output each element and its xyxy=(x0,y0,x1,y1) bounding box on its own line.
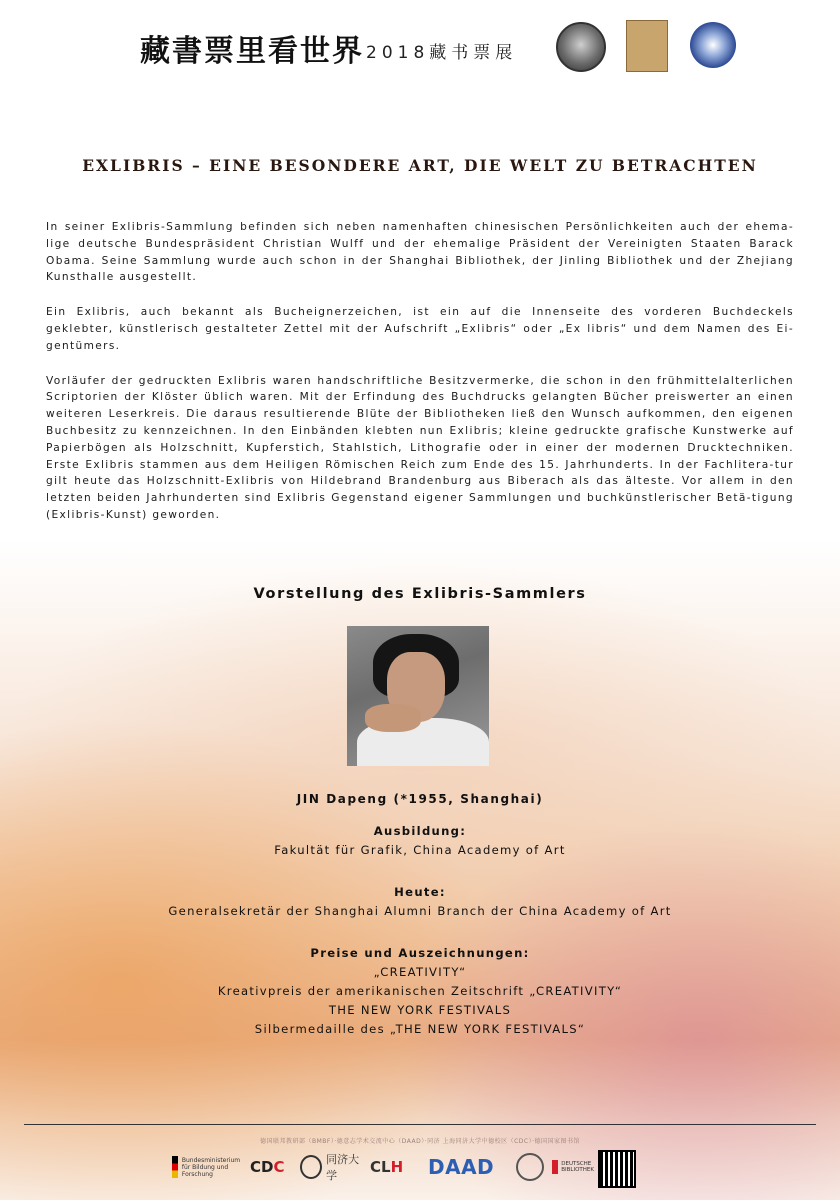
university-seal-icon xyxy=(516,1153,544,1181)
cdc-label: CD xyxy=(250,1158,274,1176)
dnb-logo xyxy=(552,1154,594,1180)
cdc-logo xyxy=(250,1154,298,1180)
today-label: Heute: xyxy=(394,885,446,899)
dnb-square-icon xyxy=(552,1160,558,1174)
clh-logo xyxy=(370,1154,422,1180)
collector-portrait xyxy=(347,626,489,766)
university-seal-logo xyxy=(516,1154,546,1180)
award-item: Silbermedaille des „THE NEW YORK FESTIVALS“ xyxy=(254,1022,586,1036)
bmbf-logo xyxy=(172,1154,250,1180)
tongji-label: 同济大学 xyxy=(326,1153,360,1182)
daad-logo: DAAD xyxy=(428,1155,495,1179)
paragraph: Vorläufer der gedruckten Exlibris waren handschriftliche Besitzvermerke, die schon in den frühmittelalterlichen Scriptorien der Klöster üblich waren. Mit der Erfindung des Buchdrucks gelangten Bücher preiswerter an einen weiteren Leserkreis. Die daraus resultierende Blüte der Bibliotheken ließ den Wunsch aufkommen, den eigenen Buchbesitz zu kennzeichnen. In den Einbänden klebten nun Exlibris; kleine gedruckte grafische Kunstwerke auf Papierbögen als Holzschnitt, Kupferstich, Stahlstich, Lithografie oder in einer der modernen Drucktechniken. Erste Exlibris stammen aus dem Heiligen Römischen Reich zum Ende des 15. Jahrhunderts. In der Fachlitera-tur gilt heute das Holzschnitt-Exlibris von Hildebrand Brandenburg aus Biberach als das älteste. Vor allem in den letzten beiden Jahrhunderten sind Exlibris Gegenstand eigener Sammlungen und buchkünstlerischer Betä-tigung (Exlibris-Kunst) geworden. xyxy=(46,374,794,521)
footer-divider xyxy=(24,1124,816,1125)
bmbf-label: Bundesministerium für Bildung und Forschung xyxy=(181,1156,241,1178)
blue-porcelain-logo-icon xyxy=(690,22,736,68)
footer-credits: 德国联邦教研部（BMBF）·德意志学术交流中心（DAAD）·同济 上海同济大学中德校区（CDC）·德国国家图书馆 xyxy=(259,1138,580,1145)
tongji-logo xyxy=(300,1154,366,1180)
page-title: EXLIBRIS – EINE BESONDERE ART, DIE WELT ZU BETRACHTEN xyxy=(82,156,758,175)
german-flag-icon xyxy=(172,1156,178,1178)
awards-label: Preise und Auszeichnungen: xyxy=(310,946,530,960)
award-item: Kreativpreis der amerikanischen Zeitschrift „CREATIVITY“ xyxy=(217,984,623,998)
exhibition-subtitle: 2018藏书票展 xyxy=(366,43,518,63)
paragraph: In seiner Exlibris-Sammlung befinden sich neben namenhaften chinesischen Persönlichkeiten auch der ehema-lige deutsche Bundespräsident Christian Wulff und der ehemalige Präsident der Vereinigten Staaten Barack Obama. Seine Sammlung wurde auch schon in der Shanghai Bibliothek, der Jinling Bibliothek und der Zhejiang Kunsthalle ausgestellt. xyxy=(46,221,794,284)
cdc-label-accent: C xyxy=(273,1158,285,1176)
round-seal-logo-icon xyxy=(556,22,606,72)
education-label: Ausbildung: xyxy=(373,824,467,838)
collector-name: JIN Dapeng (*1955, Shanghai) xyxy=(296,792,544,806)
tongji-seal-icon xyxy=(300,1155,322,1179)
collector-heading: Vorstellung des Exlibris-Sammlers xyxy=(253,586,587,602)
paragraph: Ein Exlibris, auch bekannt als Bucheignerzeichen, ist ein auf die Innenseite des vorderen Buchdeckels geklebter, künstlerisch gestalteter Zettel mit der Aufschrift „Exlibris“ oder „Ex libris“ und dem Namen des Ei-gentümers. xyxy=(46,306,794,352)
today-value: Generalsekretär der Shanghai Alumni Branch der China Academy of Art xyxy=(168,904,672,918)
square-bookplate-logo-icon xyxy=(626,20,668,72)
chinese-title: 藏書票里看世界 xyxy=(140,34,364,69)
award-item: THE NEW YORK FESTIVALS xyxy=(328,1003,512,1017)
award-item: „CREATIVITY“ xyxy=(373,965,467,979)
dnb-label: DEUTSCHE BIBLIOTHEK xyxy=(561,1161,594,1173)
education-value: Fakultät für Grafik, China Academy of Art xyxy=(274,843,566,857)
qr-code-icon[interactable] xyxy=(598,1150,636,1188)
collector-info xyxy=(0,790,840,1039)
clh-label: CL xyxy=(370,1158,391,1176)
clh-label-accent: H xyxy=(390,1158,404,1176)
intro-text xyxy=(46,219,794,542)
